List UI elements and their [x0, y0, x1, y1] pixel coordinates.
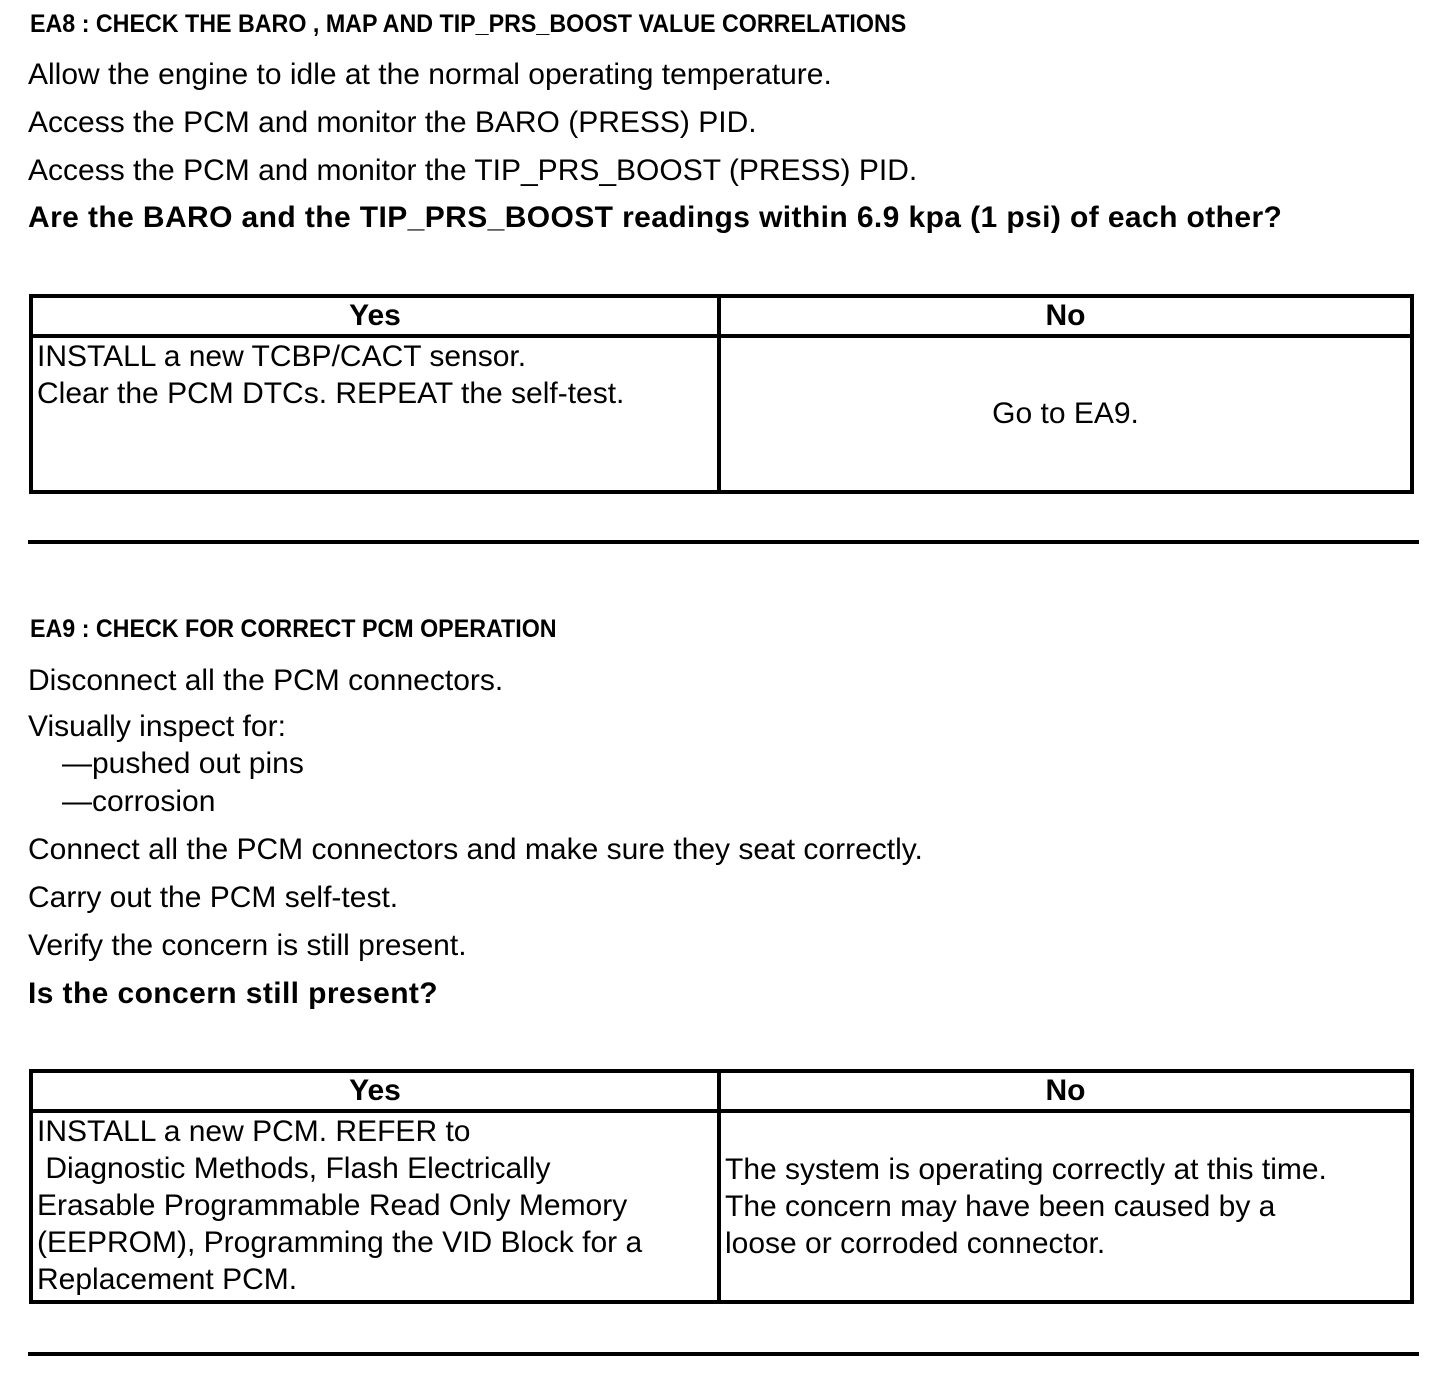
ea8-question: Are the BARO and the TIP_PRS_BOOST readings within 6.9 kpa (1 psi) of each other? — [28, 201, 1283, 234]
ea9-yes-line-1: INSTALL a new PCM. REFER to — [37, 1115, 471, 1148]
ea9-step-4: Carry out the PCM self-test. — [28, 881, 399, 914]
ea9-no-line-3: loose or corroded connector. — [725, 1227, 1106, 1260]
ea8-header-row — [31, 296, 1412, 336]
ea9-inspect-intro: Visually inspect for: — [28, 710, 286, 743]
ea8-yes-line-2: Clear the PCM DTCs. REPEAT the self-test. — [37, 377, 625, 410]
ea9-no-line-2: The concern may have been caused by a — [725, 1190, 1276, 1223]
ea8-result-row — [31, 336, 1412, 492]
ea9-inspect-item-1: —pushed out pins — [62, 747, 304, 780]
ea8-yes-cell — [31, 336, 719, 492]
ea9-step-5: Verify the concern is still present. — [28, 929, 467, 962]
ea9-no-cell — [719, 1111, 1412, 1302]
ea9-yes-line-2: Diagnostic Methods, Flash Electrically — [37, 1152, 551, 1185]
ea8-step-3: Access the PCM and monitor the TIP_PRS_BOOST (PRESS) PID. — [28, 154, 918, 187]
ea8-yes-header: Yes — [31, 296, 719, 336]
ea9-yes-cell — [31, 1111, 719, 1302]
ea9-header-row — [31, 1071, 1412, 1111]
ea8-step-1: Allow the engine to idle at the normal operating temperature. — [28, 58, 832, 91]
ea9-result-table — [29, 1069, 1414, 1304]
ea8-step-2: Access the PCM and monitor the BARO (PRESS) PID. — [28, 106, 757, 139]
ea8-no-text: Go to EA9. — [992, 397, 1139, 430]
ea9-no-header: No — [719, 1071, 1412, 1111]
ea9-inspect-item-2: —corrosion — [62, 785, 216, 818]
bottom-divider — [28, 1352, 1419, 1356]
ea9-yes-line-3: Erasable Programmable Read Only Memory — [37, 1189, 628, 1222]
ea9-yes-line-4: (EEPROM), Programming the VID Block for a — [37, 1226, 643, 1259]
ea9-yes-header: Yes — [31, 1071, 719, 1111]
ea8-yes-line-1: INSTALL a new TCBP/CACT sensor. — [37, 340, 527, 373]
ea9-heading: EA9 : CHECK FOR CORRECT PCM OPERATION — [30, 615, 557, 643]
ea8-heading: EA8 : CHECK THE BARO , MAP AND TIP_PRS_BOOST VALUE CORRELATIONS — [30, 10, 907, 38]
ea8-no-cell — [719, 336, 1412, 492]
ea9-yes-line-5: Replacement PCM. — [37, 1263, 298, 1296]
ea8-no-header: No — [719, 296, 1412, 336]
ea9-step-1: Disconnect all the PCM connectors. — [28, 664, 504, 697]
ea8-result-table — [29, 294, 1414, 494]
ea9-step-3: Connect all the PCM connectors and make sure they seat correctly. — [28, 833, 923, 866]
section-divider — [28, 540, 1419, 544]
ea9-no-line-1: The system is operating correctly at this time. — [725, 1153, 1327, 1186]
ea9-result-row — [31, 1111, 1412, 1302]
ea9-question: Is the concern still present? — [28, 977, 439, 1010]
